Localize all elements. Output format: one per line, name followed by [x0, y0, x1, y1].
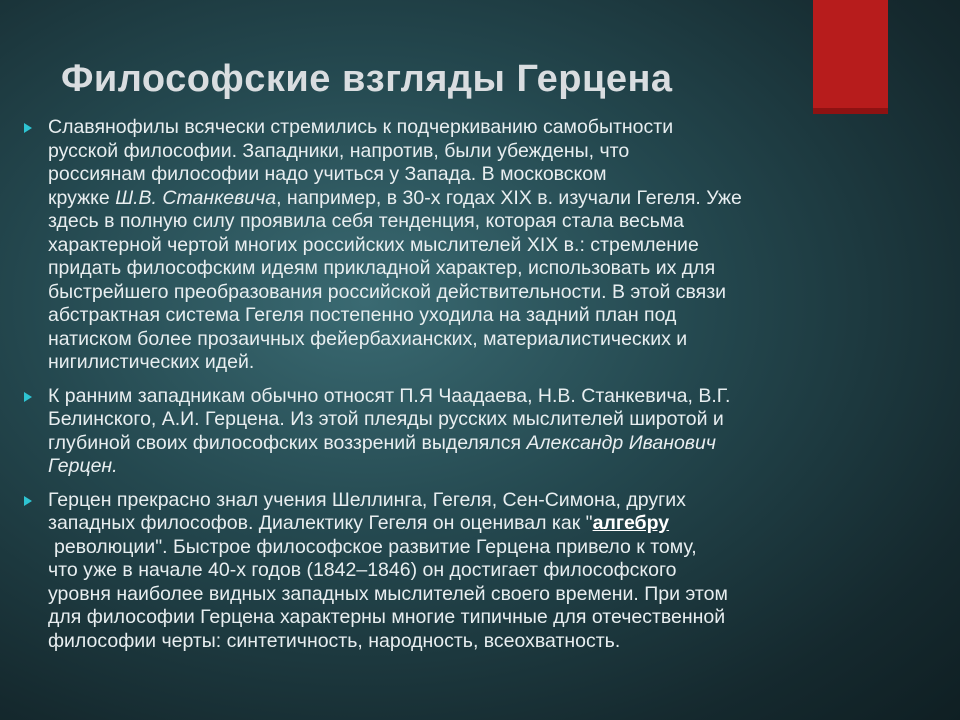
text-line: быстрейшего преобразования российской действительности. В этой связи [48, 280, 727, 303]
text-line: уровня наиболее видных западных мыслителей своего времени. При этом [48, 582, 728, 605]
accent-bar [813, 0, 888, 114]
text-line: характерной чертой многих российских мыслителей XIX в.: стремление [48, 233, 699, 256]
algebra-link[interactable]: алгебру [592, 512, 670, 534]
bullet-arrow-icon [24, 123, 32, 133]
italic-name: Ш.В. Станкевича [115, 186, 277, 209]
text-line: придать философским идеям прикладной характер, использовать их для [48, 257, 716, 279]
text-line: Герцен прекрасно знал учения Шеллинга, Гегеля, Сен-Симона, других [48, 488, 686, 511]
text-line: абстрактная система Гегеля постепенно уходила на задний план под [48, 304, 677, 326]
bullet-text [48, 385, 834, 479]
bullet-item [24, 385, 834, 479]
slide-title: Философские взгляды Герцена [61, 58, 673, 100]
slide-content [24, 116, 834, 663]
bullet-arrow-icon [24, 392, 32, 402]
text-line: нигилистических идей. [48, 351, 255, 373]
bullet-item [24, 116, 834, 375]
italic-name: Герцен. [48, 455, 118, 477]
text-line: глубиной своих философских воззрений выделялся [48, 431, 527, 454]
text-line: здесь в полную силу проявила себя тенденция, которая стала весьма [48, 210, 684, 232]
text-line: К ранним западникам обычно относят П.Я Чаадаева, Н.В. Станкевича, В.Г. [48, 384, 731, 407]
bullet-text [48, 116, 834, 375]
text-line: что уже в начале 40-х годов (1842–1846) он достигает философского [48, 559, 677, 581]
text-line: для философии Герцена характерны многие типичные для отечественной [48, 606, 726, 628]
bullet-item [24, 489, 834, 654]
text-line: Белинского, А.И. Герцена. Из этой плеяды русских мыслителей широтой и [48, 408, 724, 430]
bullet-arrow-icon [24, 496, 32, 506]
italic-name: Александр Иванович [526, 431, 716, 454]
text-line: западных философов. Диалектику Гегеля он оценивал как " [48, 512, 593, 534]
text-line: кружке [48, 186, 116, 209]
text-line: , например, в 30-х годах XIX в. изучали Гегеля. Уже [276, 186, 742, 209]
text-line: философии черты: синтетичность, народность, всеохватность. [48, 629, 621, 652]
text-line: россиянам философии надо учиться у Запада. В московском [48, 163, 607, 185]
text-line: натиском более прозаичных фейербахианских, материалистических и [48, 327, 688, 350]
text-line: Славянофилы всячески стремились к подчеркиванию самобытности [48, 116, 674, 138]
text-line: революции". Быстрое философское развитие Герцена привело к тому, [54, 535, 697, 558]
text-line: русской философии. Западники, напротив, были убеждены, что [48, 139, 630, 162]
accent-bar-edge [813, 108, 888, 114]
bullet-text [48, 489, 834, 654]
